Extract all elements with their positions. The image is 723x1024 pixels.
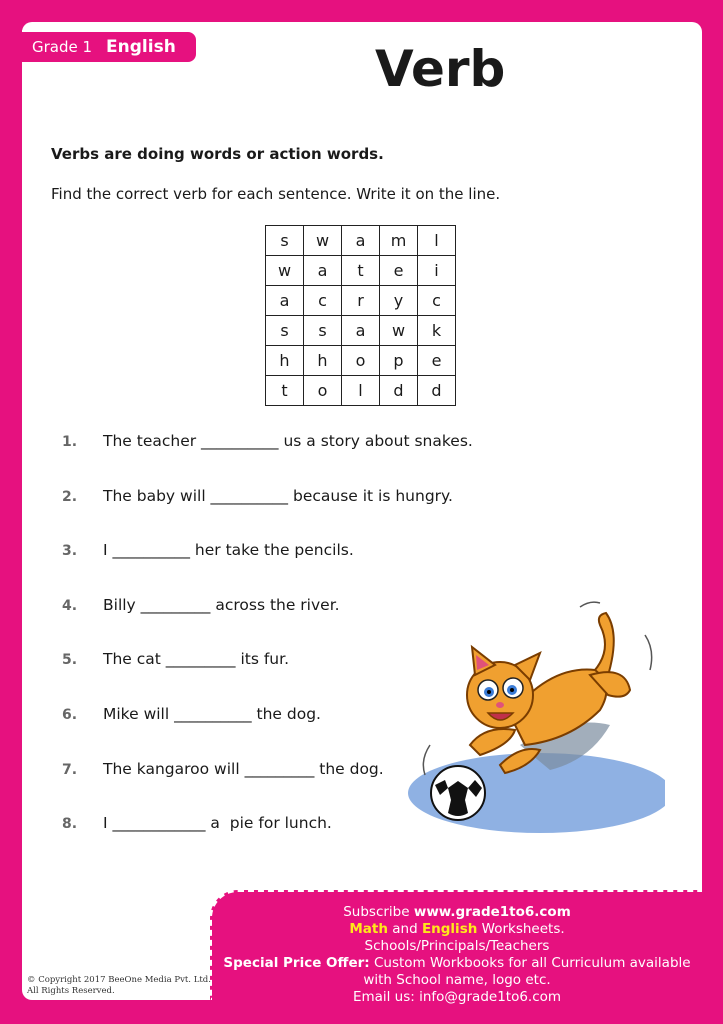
grid-row xyxy=(266,376,456,406)
subscription-footer xyxy=(210,890,702,1005)
question-number: 8. xyxy=(62,816,78,833)
grid-letter: r xyxy=(342,286,380,316)
grid-letter: h xyxy=(266,346,304,376)
grid-letter: k xyxy=(418,316,456,346)
question-text: I ____________ a pie for lunch. xyxy=(103,814,332,833)
grid-letter: c xyxy=(304,286,342,316)
math-label: Math xyxy=(349,921,388,937)
offer-text-line2: with School name, logo etc. xyxy=(363,972,551,988)
grid-letter: t xyxy=(266,376,304,406)
copyright-line2: All Rights Reserved. xyxy=(27,986,115,996)
schools-text: Schools/Principals/Teachers xyxy=(364,938,550,954)
question-text: Billy _________ across the river. xyxy=(103,595,340,614)
grid-letter: t xyxy=(342,256,380,286)
question-number: 1. xyxy=(62,434,78,450)
english-label: English xyxy=(421,921,478,937)
question-text: The cat _________ its fur. xyxy=(103,650,289,669)
grid-letter: y xyxy=(380,286,418,316)
grid-letter: i xyxy=(418,256,456,286)
copyright-line1: © Copyright 2017 BeeOne Media Pvt. Ltd. xyxy=(27,975,211,985)
grid-letter: a xyxy=(342,226,380,256)
grid-letter: s xyxy=(304,316,342,346)
subject-label: English xyxy=(106,37,176,57)
grid-letter: c xyxy=(418,286,456,316)
grid-letter: a xyxy=(304,256,342,286)
grid-letter: a xyxy=(266,286,304,316)
grid-letter: d xyxy=(380,376,418,406)
grade-tab xyxy=(22,30,198,64)
question-text: I __________ her take the pencils. xyxy=(103,541,354,560)
question-item xyxy=(62,487,482,542)
grid-letter: d xyxy=(418,376,456,406)
grid-letter: l xyxy=(418,226,456,256)
question-item xyxy=(62,541,482,596)
grid-letter: m xyxy=(380,226,418,256)
grid-letter: p xyxy=(380,346,418,376)
grid-letter: l xyxy=(342,376,380,406)
worksheets-text: Worksheets. xyxy=(477,921,565,937)
grid-letter: o xyxy=(304,376,342,406)
grid-row xyxy=(266,256,456,286)
grid-row xyxy=(266,316,456,346)
offer-text: Custom Workbooks for all Curriculum available xyxy=(369,955,691,971)
grid-row xyxy=(266,346,456,376)
grid-letter: e xyxy=(380,256,418,286)
grid-letter: s xyxy=(266,316,304,346)
grid-letter: s xyxy=(266,226,304,256)
question-item xyxy=(62,432,482,487)
page-title: Verb xyxy=(375,40,506,98)
question-number: 5. xyxy=(62,652,78,669)
grid-letter: w xyxy=(266,256,304,286)
grid-letter: h xyxy=(304,346,342,376)
grade-label: Grade 1 xyxy=(32,38,93,56)
cat-playing-ball-illustration xyxy=(400,595,665,840)
site-link[interactable]: www.grade1to6.com xyxy=(413,904,571,920)
question-number: 2. xyxy=(62,488,78,505)
question-number: 6. xyxy=(62,706,78,723)
grid-letter: w xyxy=(304,226,342,256)
question-number: 7. xyxy=(62,761,78,778)
and-text: and xyxy=(387,921,422,937)
grid-letter: a xyxy=(342,316,380,346)
question-number: 3. xyxy=(62,543,78,560)
question-number: 4. xyxy=(62,597,78,614)
question-text: The teacher __________ us a story about snakes. xyxy=(103,432,473,450)
email-link[interactable]: Email us: info@grade1to6.com xyxy=(352,989,562,1005)
instruction-text: Find the correct verb for each sentence. Write it on the line. xyxy=(51,185,501,203)
copyright-notice xyxy=(27,975,211,997)
grid-row xyxy=(266,286,456,316)
word-search-grid xyxy=(265,225,456,406)
grid-row xyxy=(266,226,456,256)
offer-label: Special Price Offer: xyxy=(223,955,370,971)
grid-letter: o xyxy=(342,346,380,376)
intro-text: Verbs are doing words or action words. xyxy=(51,145,384,163)
question-text: The baby will __________ because it is hungry. xyxy=(103,486,453,505)
question-text: The kangaroo will _________ the dog. xyxy=(103,759,384,778)
question-text: Mike will __________ the dog. xyxy=(103,704,321,723)
grid-letter: e xyxy=(418,346,456,376)
subscribe-prefix: Subscribe xyxy=(343,904,414,920)
grid-letter: w xyxy=(380,316,418,346)
